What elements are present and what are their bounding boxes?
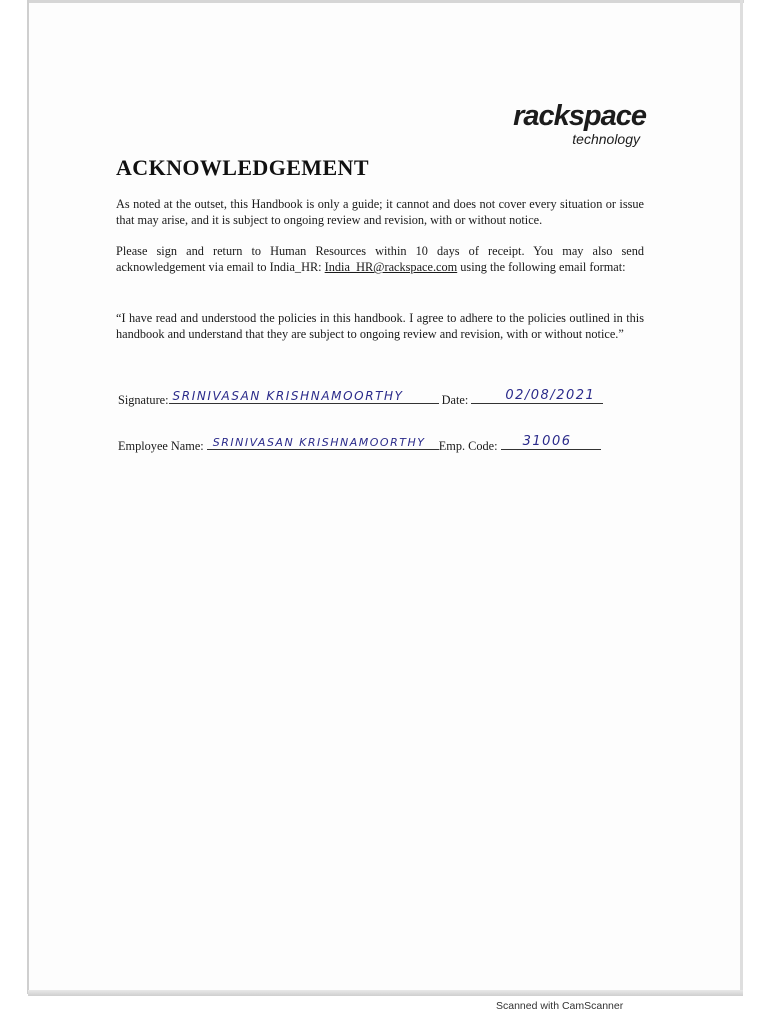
hr-email-link[interactable]: India_HR@rackspace.com: [324, 260, 458, 274]
date-label: Date:: [441, 393, 469, 407]
scan-edge-right: [740, 0, 743, 994]
date-handwriting: 02/08/2021: [505, 388, 596, 403]
logo-wordmark: rackspace: [513, 100, 646, 132]
signature-field[interactable]: [169, 388, 439, 404]
scanner-watermark: Scanned with CamScanner: [496, 1000, 624, 1012]
employee-name-label: Employee Name:: [118, 439, 204, 453]
logo-tagline: technology: [572, 131, 640, 147]
signature-date-row: [118, 388, 603, 408]
signature-handwriting: SRINIVASAN KRISHNAMOORTHY: [172, 389, 404, 403]
emp-code-label: Emp. Code:: [438, 439, 498, 453]
document-title: ACKNOWLEDGEMENT: [116, 155, 369, 180]
document-page: [29, 3, 740, 990]
email-format-text: using the following email format:: [457, 260, 626, 274]
acknowledgement-statement-paragraph: “I have read and understood the policies in this handbook. I agree to adhere to the policies outlined in this handbook and understand that they are subject to ongoing review and revision, with or without notice.”: [116, 311, 644, 341]
return-instructions-paragraph: [116, 243, 644, 275]
return-instructions-text: Please sign and return to Human Resources within 10 days of receipt. You may also send acknowledgement via email to India_HR:: [116, 244, 644, 274]
company-logo: [496, 100, 646, 146]
emp-code-handwriting: 31006: [522, 434, 572, 449]
handbook-disclaimer-paragraph: As noted at the outset, this Handbook is only a guide; it cannot and does not cover every situation or issue that may arise, and it is subject to ongoing review and revision, with or without notice.: [116, 197, 644, 227]
employee-name-handwriting: SRINIVASAN KRISHNAMOORTHY: [212, 436, 426, 449]
scan-edge-bottom: [28, 990, 743, 996]
employee-name-field[interactable]: [207, 434, 439, 450]
signature-label: Signature:: [118, 393, 169, 407]
emp-code-field[interactable]: [501, 434, 601, 450]
date-field[interactable]: [471, 388, 603, 404]
employee-name-code-row: [118, 434, 601, 454]
